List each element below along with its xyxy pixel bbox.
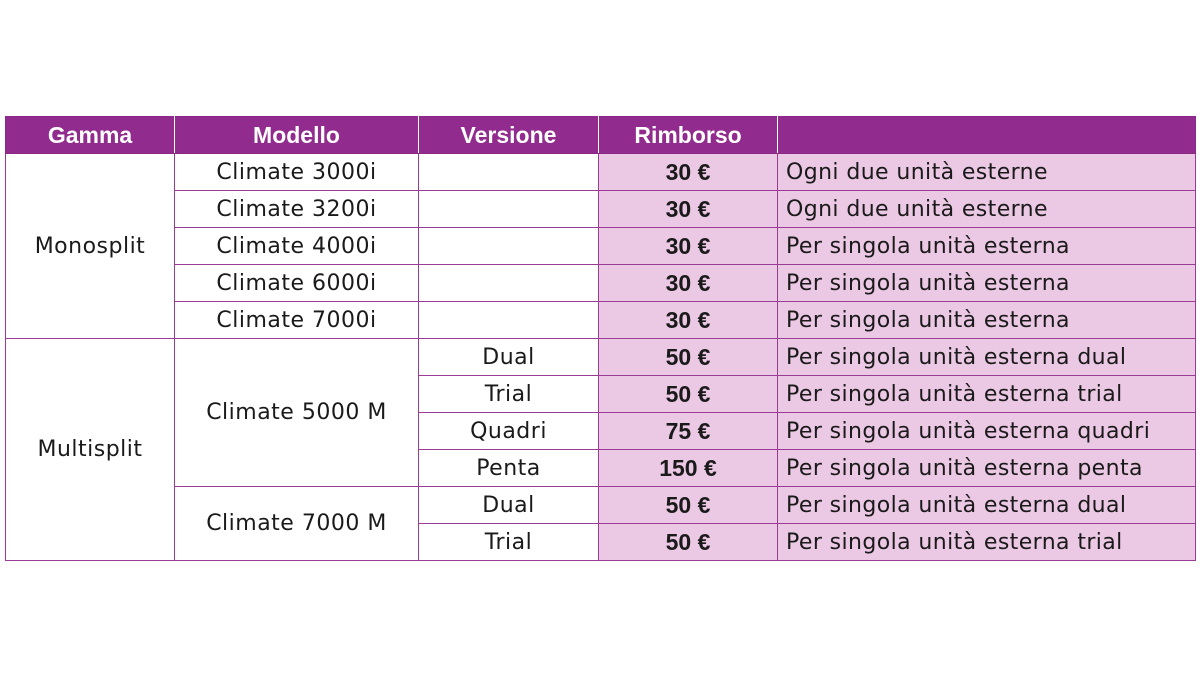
note-cell: Ogni due unità esterne bbox=[778, 154, 1196, 191]
modello-cell: Climate 3200i bbox=[175, 191, 419, 228]
table-row bbox=[6, 339, 1196, 376]
versione-cell: Trial bbox=[419, 524, 599, 561]
header-row bbox=[6, 117, 1196, 154]
rimborso-cell: 30 € bbox=[599, 302, 778, 339]
modello-cell: Climate 5000 M bbox=[175, 339, 419, 487]
table-row bbox=[6, 228, 1196, 265]
rimborso-cell: 50 € bbox=[599, 339, 778, 376]
rimborso-cell: 30 € bbox=[599, 191, 778, 228]
rimborso-cell: 50 € bbox=[599, 376, 778, 413]
gamma-cell: Multisplit bbox=[6, 339, 175, 561]
note-cell: Per singola unità esterna trial bbox=[778, 376, 1196, 413]
versione-cell bbox=[419, 191, 599, 228]
versione-cell bbox=[419, 228, 599, 265]
table-row bbox=[6, 265, 1196, 302]
note-cell: Per singola unità esterna bbox=[778, 265, 1196, 302]
gamma-cell: Monosplit bbox=[6, 154, 175, 339]
rimborso-cell: 75 € bbox=[599, 413, 778, 450]
header-versione: Versione bbox=[419, 117, 599, 154]
table-row bbox=[6, 302, 1196, 339]
note-cell: Per singola unità esterna dual bbox=[778, 339, 1196, 376]
versione-cell bbox=[419, 265, 599, 302]
versione-cell: Dual bbox=[419, 339, 599, 376]
header-gamma: Gamma bbox=[6, 117, 175, 154]
versione-cell: Dual bbox=[419, 487, 599, 524]
rimborso-cell: 30 € bbox=[599, 154, 778, 191]
note-cell: Per singola unità esterna dual bbox=[778, 487, 1196, 524]
note-cell: Per singola unità esterna bbox=[778, 228, 1196, 265]
note-cell: Per singola unità esterna bbox=[778, 302, 1196, 339]
note-cell: Ogni due unità esterne bbox=[778, 191, 1196, 228]
table-body bbox=[6, 154, 1196, 561]
header-note bbox=[778, 117, 1196, 154]
modello-cell: Climate 7000i bbox=[175, 302, 419, 339]
modello-cell: Climate 4000i bbox=[175, 228, 419, 265]
note-cell: Per singola unità esterna penta bbox=[778, 450, 1196, 487]
rimborso-cell: 50 € bbox=[599, 524, 778, 561]
rimborso-cell: 150 € bbox=[599, 450, 778, 487]
modello-cell: Climate 3000i bbox=[175, 154, 419, 191]
rimborso-table bbox=[5, 116, 1196, 561]
rimborso-cell: 30 € bbox=[599, 228, 778, 265]
versione-cell: Quadri bbox=[419, 413, 599, 450]
modello-cell: Climate 6000i bbox=[175, 265, 419, 302]
versione-cell: Penta bbox=[419, 450, 599, 487]
versione-cell bbox=[419, 302, 599, 339]
versione-cell: Trial bbox=[419, 376, 599, 413]
table-row bbox=[6, 487, 1196, 524]
header-modello: Modello bbox=[175, 117, 419, 154]
table-row bbox=[6, 191, 1196, 228]
table-row bbox=[6, 154, 1196, 191]
note-cell: Per singola unità esterna quadri bbox=[778, 413, 1196, 450]
note-cell: Per singola unità esterna trial bbox=[778, 524, 1196, 561]
header-rimborso: Rimborso bbox=[599, 117, 778, 154]
modello-cell: Climate 7000 M bbox=[175, 487, 419, 561]
rimborso-cell: 50 € bbox=[599, 487, 778, 524]
versione-cell bbox=[419, 154, 599, 191]
rimborso-cell: 30 € bbox=[599, 265, 778, 302]
